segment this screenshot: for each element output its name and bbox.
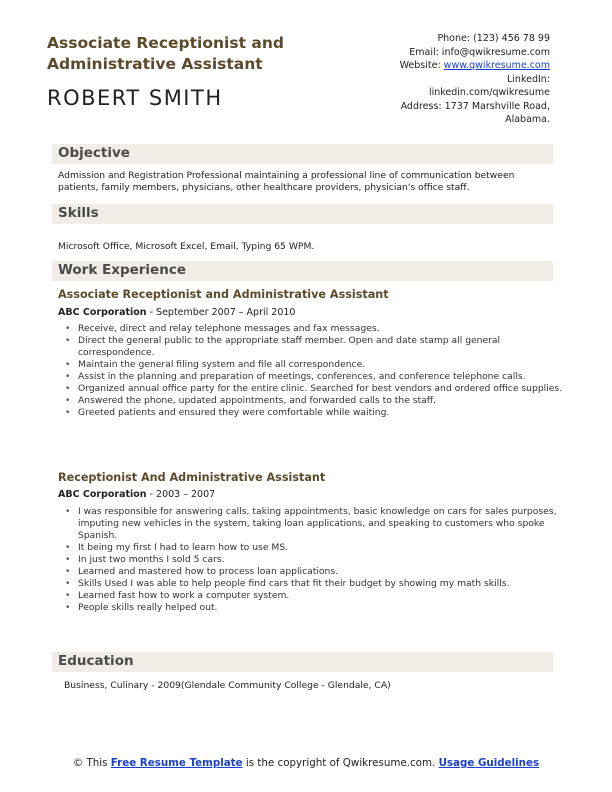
job-2-company-line: [58, 489, 215, 500]
skills-text: Microsoft Office, Microsoft Excel, Email, Typing 65 WPM.: [58, 241, 315, 252]
contact-address-line2: Alabama.: [505, 114, 550, 125]
list-item: • Assist in the planning and preparation of meetings, conferences, and conference telephone calls.: [78, 371, 563, 383]
contact-linkedin-value: linkedin.com/qwikresume: [428, 87, 550, 98]
footer-middle: is the copyright of Qwikresume.com.: [242, 757, 439, 769]
education-text: Business, Culinary - 2009(Glendale Community College - Glendale, CA): [64, 680, 391, 691]
list-item: • Organized annual office party for the entire clinic. Searched for best vendors and ordered office supplies.: [78, 383, 563, 395]
work-heading: Work Experience: [58, 262, 186, 278]
skills-section-header: [52, 204, 553, 224]
contact-website: [320, 59, 550, 73]
contact-email: Email: info@qwikresume.com: [409, 46, 550, 58]
objective-text: Admission and Registration Professional maintaining a professional line of communication between patients, family members, physicians, other healthcare providers, physician's office staff.: [58, 170, 515, 193]
website-label: Website:: [399, 60, 444, 71]
list-item: • Answered the phone, updated appointments, and forwarded calls to the staff.: [78, 395, 563, 407]
list-item: • In just two months I sold 5 cars.: [78, 554, 563, 566]
contact-block: [320, 32, 550, 127]
work-section-header: [52, 261, 553, 281]
list-item: • Receive, direct and relay telephone messages and fax messages.: [78, 323, 563, 335]
job-2-company: ABC Corporation: [58, 489, 147, 500]
job-1-dates: - September 2007 – April 2010: [146, 307, 296, 318]
objective-section-header: [52, 144, 553, 164]
contact-linkedin-label: LinkedIn:: [506, 73, 550, 85]
job-1-bullets: [58, 323, 563, 419]
list-item: • Learned and mastered how to process loan applications.: [78, 566, 563, 578]
list-item: • Maintain the general filing system and file all correspondence.: [78, 359, 563, 371]
job-1-company-line: [58, 307, 295, 318]
usage-guidelines-link[interactable]: Usage Guidelines: [438, 757, 540, 769]
list-item: • It being my first I had to learn how to use MS.: [78, 542, 563, 554]
list-item: • I was responsible for answering calls, taking appointments, basic knowledge on cars for sales purposes, imputing new vehicles in the system, taking loan applications, and speaking to customers who spoke Spanish.: [78, 506, 563, 542]
education-heading: Education: [58, 653, 134, 669]
list-item: • People skills really helped out.: [78, 602, 563, 614]
list-item: • Skills Used I was able to help people find cars that fit their budget by showing my math skills.: [78, 578, 563, 590]
job-2-bullets: [58, 506, 563, 614]
resume-job-title: Associate Receptionist and Administrative Assistant: [47, 34, 284, 73]
education-section-header: [52, 652, 553, 672]
copyright-footer: [60, 757, 552, 770]
list-item: • Greeted patients and ensured they were comfortable while waiting.: [78, 407, 563, 419]
contact-address-line1: Address: 1737 Marshville Road,: [400, 100, 550, 112]
free-resume-template-link[interactable]: Free Resume Template: [110, 757, 243, 769]
job-2-title: Receptionist And Administrative Assistant: [58, 471, 326, 484]
candidate-name: ROBERT SMITH: [47, 86, 223, 110]
list-item: • Direct the general public to the appropriate staff member. Open and date stamp all general correspondence.: [78, 335, 563, 359]
job-1-title: Associate Receptionist and Administrative Assistant: [58, 288, 389, 301]
contact-phone: Phone: (123) 456 78 99: [437, 33, 550, 44]
website-link[interactable]: www.qwikresume.com: [443, 60, 550, 71]
objective-heading: Objective: [58, 145, 130, 161]
job-2-dates: - 2003 – 2007: [146, 489, 216, 500]
skills-heading: Skills: [58, 205, 99, 221]
footer-prefix: © This: [72, 757, 111, 769]
job-1-company: ABC Corporation: [58, 307, 147, 318]
list-item: • Learned fast how to work a computer system.: [78, 590, 563, 602]
